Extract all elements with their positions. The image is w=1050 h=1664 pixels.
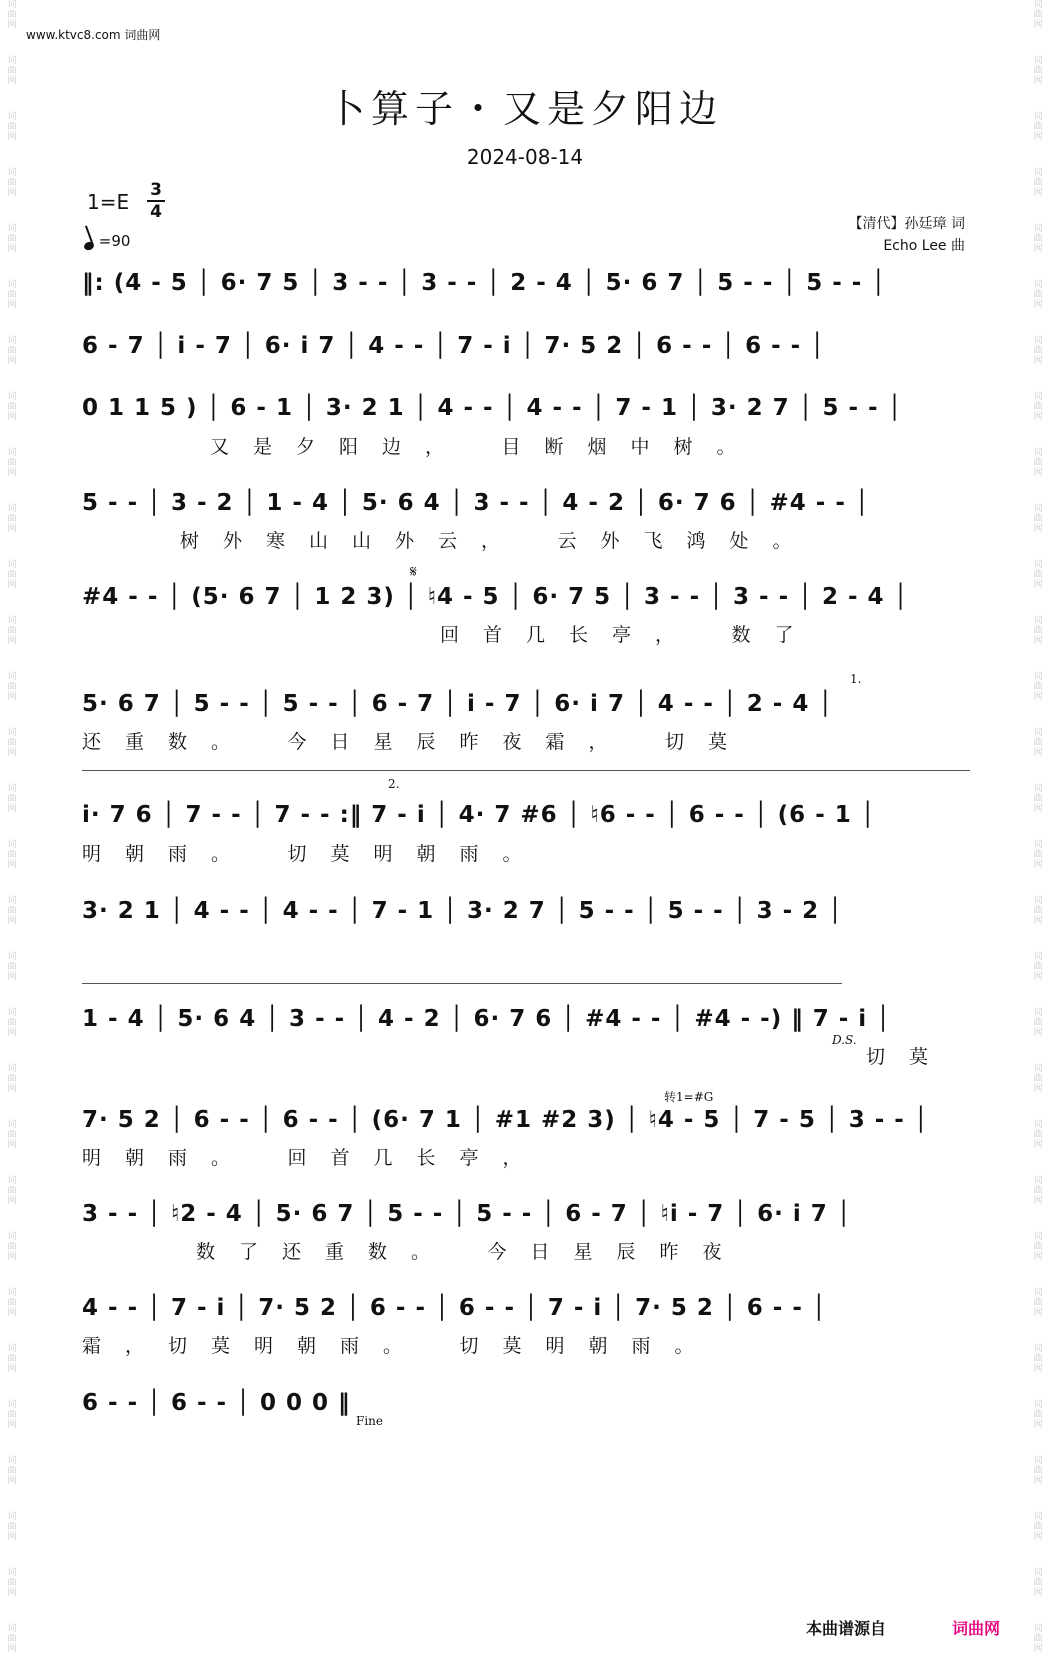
notation-line: 5· 6 7 │ 5 - - │ 5 - - │ 6 - 7 │ i - 7 │ 6· i 7 │ 4 - - │ 2 - 4 │ <box>82 691 834 717</box>
lyric-line: 树外寒山山外云， 云外飞鸿处。 <box>180 530 816 552</box>
volta-bracket-line <box>82 770 970 771</box>
source-site-link[interactable]: 词曲网 <box>952 1619 1001 1638</box>
notation-line: 0 1 1 5 ) │ 6 - 1 │ 3· 2 1 │ 4 - - │ 4 - - │ 7 - 1 │ 3· 2 7 │ 5 - - │ <box>82 395 903 421</box>
modulation-mark: 转1=#G <box>664 1090 714 1104</box>
notation-line: 7· 5 2 │ 6 - - │ 6 - - │ (6· 7 1 │ #1 #2 3) │ ♮4 - 5 │ 7 - 5 │ 3 - - │ <box>82 1107 929 1133</box>
watermark-text: 词曲网 <box>7 1344 17 1374</box>
watermark-text: 词曲网 <box>1033 504 1043 534</box>
watermark-text: 词曲网 <box>7 0 17 30</box>
watermark-text: 词曲网 <box>7 560 17 590</box>
watermark-text: 词曲网 <box>1033 1064 1043 1094</box>
lyric-line: 还重数。 今日星辰昨夜霜， 切莫 <box>82 731 752 753</box>
watermark-text: 词曲网 <box>1033 1456 1043 1486</box>
watermark-text: 词曲网 <box>1033 1232 1043 1262</box>
watermark-text: 词曲网 <box>1033 1008 1043 1038</box>
watermark-text: 词曲网 <box>7 672 17 702</box>
lyric-line: 又是夕阳边， 目断烟中树。 <box>210 436 760 458</box>
watermark-text: 词曲网 <box>1033 1288 1043 1318</box>
watermark-text: 词曲网 <box>7 280 17 310</box>
watermark-text: 词曲网 <box>7 1120 17 1150</box>
slur-line <box>82 983 842 984</box>
watermark-text: 词曲网 <box>7 1176 17 1206</box>
time-signature-bottom: 4 <box>147 200 165 222</box>
watermark-text: 词曲网 <box>1033 560 1043 590</box>
tempo-marking <box>84 232 130 250</box>
watermark-text: 词曲网 <box>1033 0 1043 30</box>
volta-1-mark: 1. <box>850 672 862 686</box>
watermark-text: 词曲网 <box>7 168 17 198</box>
composer: Echo Lee 曲 <box>883 238 965 254</box>
watermark-text: 词曲网 <box>7 1288 17 1318</box>
tempo-value: =90 <box>98 232 131 250</box>
notation-line: 4 - - │ 7 - i │ 7· 5 2 │ 6 - - │ 6 - - │ 7 - i │ 7· 5 2 │ 6 - - │ <box>82 1295 827 1321</box>
notation-line: ‖: (4 - 5 │ 6· 7 5 │ 3 - - │ 3 - - │ 2 - 4 │ 5· 6 7 │ 5 - - │ 5 - - │ <box>82 270 887 296</box>
watermark-text: 词曲网 <box>1033 1568 1043 1598</box>
watermark-text: 词曲网 <box>1033 1344 1043 1374</box>
watermark-text: 词曲网 <box>7 1568 17 1598</box>
watermark-text: 词曲网 <box>7 224 17 254</box>
time-signature <box>147 180 165 222</box>
watermark-text: 词曲网 <box>1033 1624 1043 1654</box>
watermark-text: 词曲网 <box>7 616 17 646</box>
watermark-text: 词曲网 <box>7 112 17 142</box>
lyric-line: 数了还重数。 今日星辰昨夜 <box>196 1241 746 1263</box>
key-signature: 1=E <box>87 190 130 214</box>
watermark-text: 词曲网 <box>1033 168 1043 198</box>
notation-line: 6 - 7 │ i - 7 │ 6· i 7 │ 4 - - │ 7 - i │ 7· 5 2 │ 6 - - │ 6 - - │ <box>82 333 826 359</box>
watermark-text: 词曲网 <box>1033 56 1043 86</box>
watermark-text: 词曲网 <box>7 448 17 478</box>
watermark-text: 词曲网 <box>7 1232 17 1262</box>
watermark-text: 词曲网 <box>1033 336 1043 366</box>
left-watermark-strip <box>0 0 24 1664</box>
watermark-text: 词曲网 <box>7 1456 17 1486</box>
watermark-text: 词曲网 <box>7 1400 17 1430</box>
lyric-line: 明朝雨。 回首几长亭， <box>82 1147 546 1169</box>
watermark-text: 词曲网 <box>1033 896 1043 926</box>
watermark-text: 词曲网 <box>7 56 17 86</box>
watermark-text: 词曲网 <box>1033 392 1043 422</box>
notation-line: 5 - - │ 3 - 2 │ 1 - 4 │ 5· 6 4 │ 3 - - │ 4 - 2 │ 6· 7 6 │ #4 - - │ <box>82 490 870 516</box>
time-signature-top: 3 <box>150 180 162 200</box>
notation-line: 6 - - │ 6 - - │ 0 0 0 ‖ <box>82 1390 351 1416</box>
lyric-line: 霜，切莫明朝雨。 切莫明朝雨。 <box>82 1335 718 1357</box>
lyricist: 【清代】孙廷璋 词 <box>848 216 965 232</box>
watermark-text: 词曲网 <box>1033 280 1043 310</box>
watermark-text: 词曲网 <box>1033 784 1043 814</box>
ds-mark: D.S. <box>832 1033 857 1047</box>
segno-mark: 𝄋 <box>410 562 417 581</box>
score-date: 2024-08-14 <box>466 145 584 169</box>
right-watermark-strip <box>1026 0 1050 1664</box>
notation-line: 1 - 4 │ 5· 6 4 │ 3 - - │ 4 - 2 │ 6· 7 6 │ #4 - - │ #4 - -) ‖ 7 - i │ <box>82 1006 892 1032</box>
score-title: 卜算子・又是夕阳边 <box>326 87 723 131</box>
quarter-note-icon <box>83 241 95 252</box>
source-label: 本曲谱源自 <box>806 1619 887 1638</box>
watermark-text: 词曲网 <box>1033 952 1043 982</box>
watermark-text: 词曲网 <box>1033 1400 1043 1430</box>
watermark-text: 词曲网 <box>1033 112 1043 142</box>
lyric-line: 切莫 <box>866 1046 953 1068</box>
watermark-text: 词曲网 <box>1033 1512 1043 1542</box>
watermark-text: 词曲网 <box>1033 672 1043 702</box>
watermark-text: 词曲网 <box>7 1512 17 1542</box>
watermark-text: 词曲网 <box>1033 224 1043 254</box>
watermark-text: 词曲网 <box>1033 448 1043 478</box>
watermark-text: 词曲网 <box>7 1624 17 1654</box>
watermark-text: 词曲网 <box>7 336 17 366</box>
watermark-text: 词曲网 <box>7 728 17 758</box>
fine-mark: Fine <box>356 1414 383 1428</box>
notation-line: i· 7 6 │ 7 - - │ 7 - - :‖ 7 - i │ 4· 7 #6 │ ♮6 - - │ 6 - - │ (6 - 1 │ <box>82 802 876 828</box>
watermark-text: 词曲网 <box>7 952 17 982</box>
notation-line: 3 - - │ ♮2 - 4 │ 5· 6 7 │ 5 - - │ 5 - - │ 6 - 7 │ ♮i - 7 │ 6· i 7 │ <box>82 1201 852 1227</box>
watermark-text: 词曲网 <box>7 1008 17 1038</box>
watermark-text: 词曲网 <box>1033 728 1043 758</box>
watermark-text: 词曲网 <box>7 1064 17 1094</box>
credits <box>849 213 965 257</box>
notation-line: 3· 2 1 │ 4 - - │ 4 - - │ 7 - 1 │ 3· 2 7 │ 5 - - │ 5 - - │ 3 - 2 │ <box>82 898 843 924</box>
watermark-text: 词曲网 <box>7 896 17 926</box>
watermark-text: 词曲网 <box>7 504 17 534</box>
site-url: www.ktvc8.com 词曲网 <box>26 28 161 42</box>
watermark-text: 词曲网 <box>7 392 17 422</box>
notation-line: #4 - - │ (5· 6 7 │ 1 2 3) │ ♮4 - 5 │ 6· 7 5 │ 3 - - │ 3 - - │ 2 - 4 │ <box>82 584 909 610</box>
lyric-line: 明朝雨。 切莫明朝雨。 <box>82 843 546 865</box>
volta-2-mark: 2. <box>388 777 400 791</box>
watermark-text: 词曲网 <box>7 784 17 814</box>
watermark-text: 词曲网 <box>1033 1120 1043 1150</box>
watermark-text: 词曲网 <box>7 840 17 870</box>
watermark-text: 词曲网 <box>1033 1176 1043 1206</box>
watermark-text: 词曲网 <box>1033 840 1043 870</box>
lyric-line: 回首几长亭， 数了 <box>440 624 818 646</box>
watermark-text: 词曲网 <box>1033 616 1043 646</box>
